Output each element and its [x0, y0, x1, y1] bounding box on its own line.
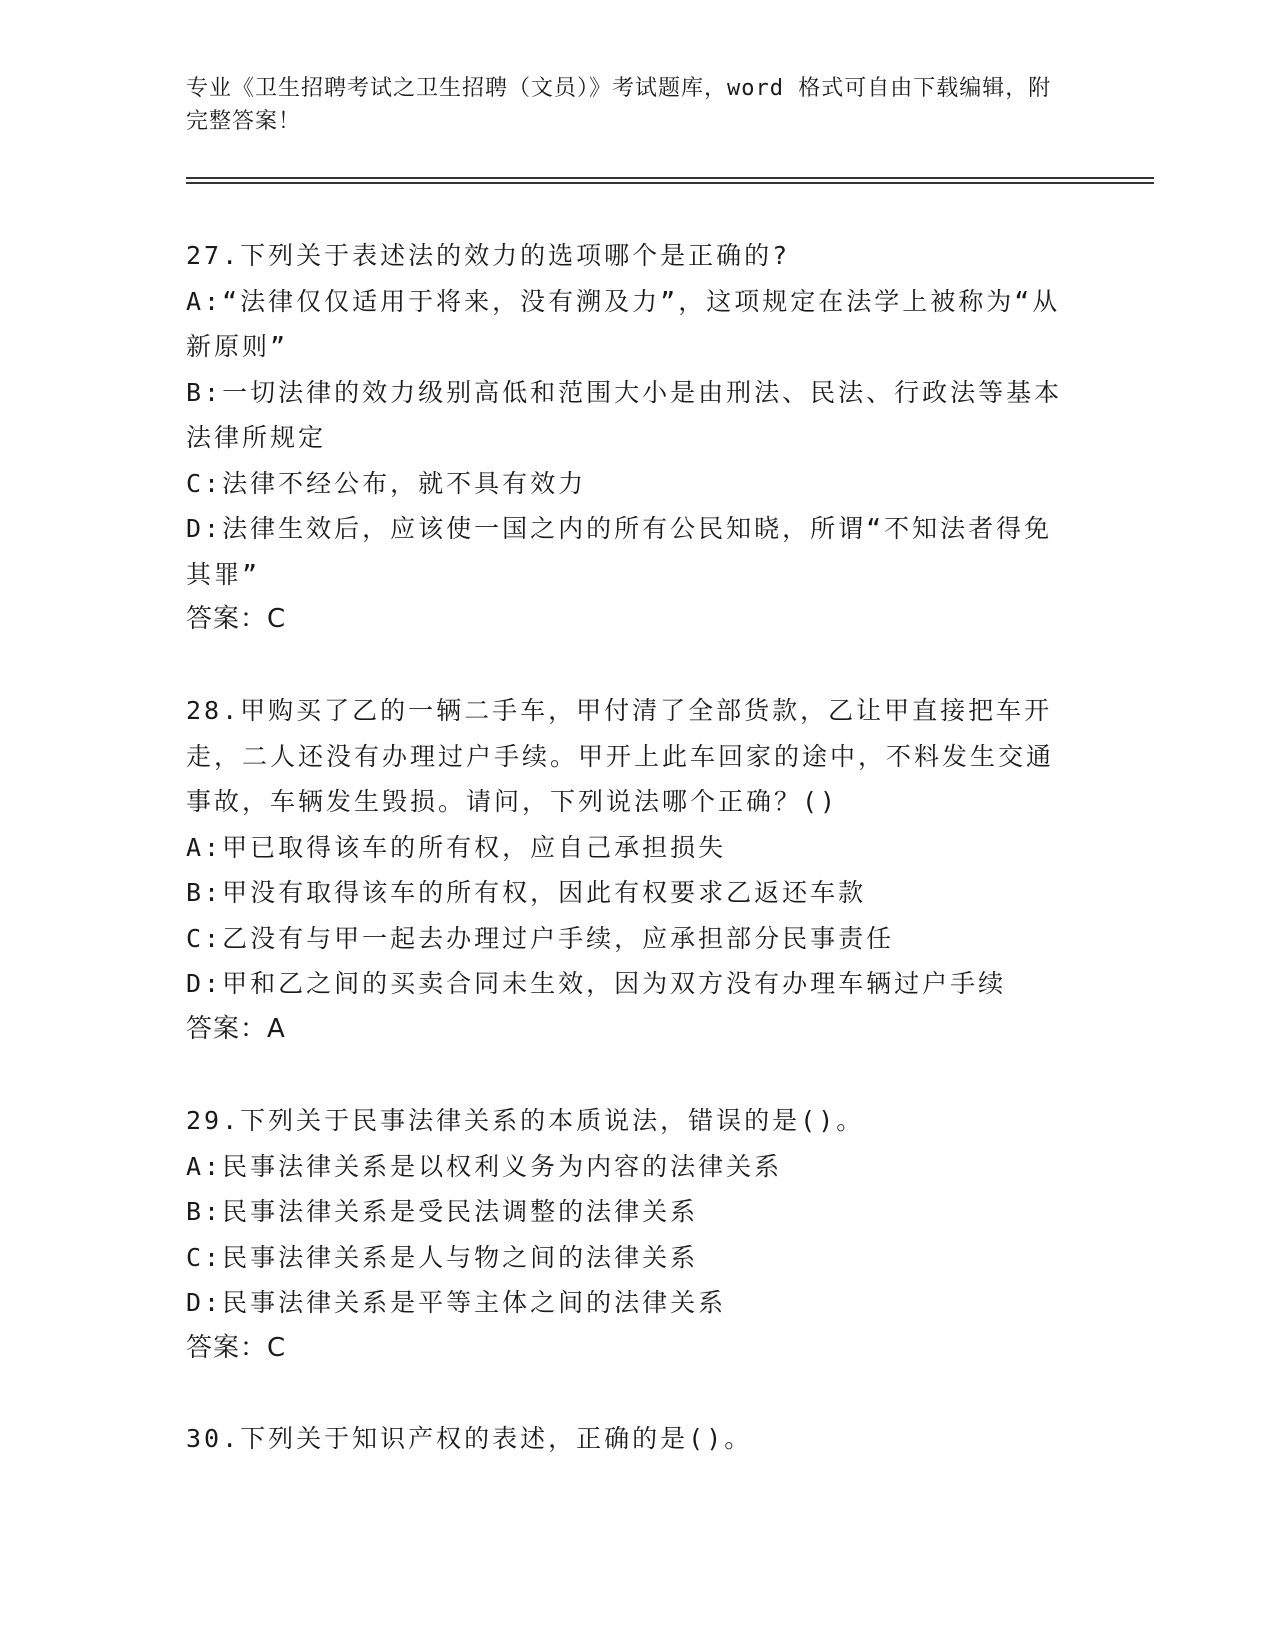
option-b: B:甲没有取得该车的所有权，因此有权要求乙返还车款: [186, 878, 867, 907]
option-d: D:甲和乙之间的买卖合同未生效，因为双方没有办理车辆过户手续: [186, 969, 1007, 998]
question-30: [186, 1416, 1066, 1462]
answer-label: 答案：C: [186, 1332, 287, 1363]
question-stem: 28.甲购买了乙的一辆二手车，甲付清了全部货款，乙让甲直接把车开走，二人还没有办理过户手续。甲开上此车回家的途中，不料发生交通事故，车辆发生毁损。请问，下列说法哪个正确？(): [186, 696, 1055, 816]
question-stem: 27.下列关于表述法的效力的选项哪个是正确的?: [186, 241, 791, 270]
question-27: [186, 233, 1066, 643]
option-c: C:法律不经公布，就不具有效力: [186, 468, 587, 498]
option-d: D:法律生效后，应该使一国之内的所有公民知晓，所谓“不知法者得免其罪”: [186, 514, 1053, 589]
option-d: D:民事法律关系是平等主体之间的法律关系: [186, 1288, 727, 1317]
header-divider-bottom: [186, 182, 1154, 184]
option-c: C:民事法律关系是人与物之间的法律关系: [186, 1242, 699, 1272]
header-divider-top: [186, 177, 1154, 179]
option-c: C:乙没有与甲一起去办理过户手续，应承担部分民事责任: [186, 923, 895, 953]
answer-label: 答案：A: [186, 1013, 286, 1044]
question-stem: 29.下列关于民事法律关系的本质说法，错误的是()。: [186, 1106, 865, 1135]
option-b: B:一切法律的效力级别高低和范围大小是由刑法、民法、行政法等基本法律所规定: [186, 377, 1063, 452]
answer-label: 答案：C: [186, 604, 287, 634]
option-b: B:民事法律关系是受民法调整的法律关系: [186, 1197, 699, 1226]
question-stem: 30.下列关于知识产权的表述，正确的是()。: [186, 1424, 753, 1453]
question-29: [186, 1098, 1066, 1371]
document-header: [186, 72, 1066, 138]
option-a: A:甲已取得该车的所有权，应自己承担损失: [186, 832, 727, 862]
option-a: A:民事法律关系是以权利义务为内容的法律关系: [186, 1151, 783, 1181]
header-text: 专业《卫生招聘考试之卫生招聘（文员）》考试题库，word 格式可自由下载编辑，附完整答案！: [186, 76, 1052, 134]
option-a: A:“法律仅仅适用于将来，没有溯及力”，这项规定在法学上被称为“从新原则”: [186, 286, 1061, 361]
question-28: [186, 688, 1066, 1052]
